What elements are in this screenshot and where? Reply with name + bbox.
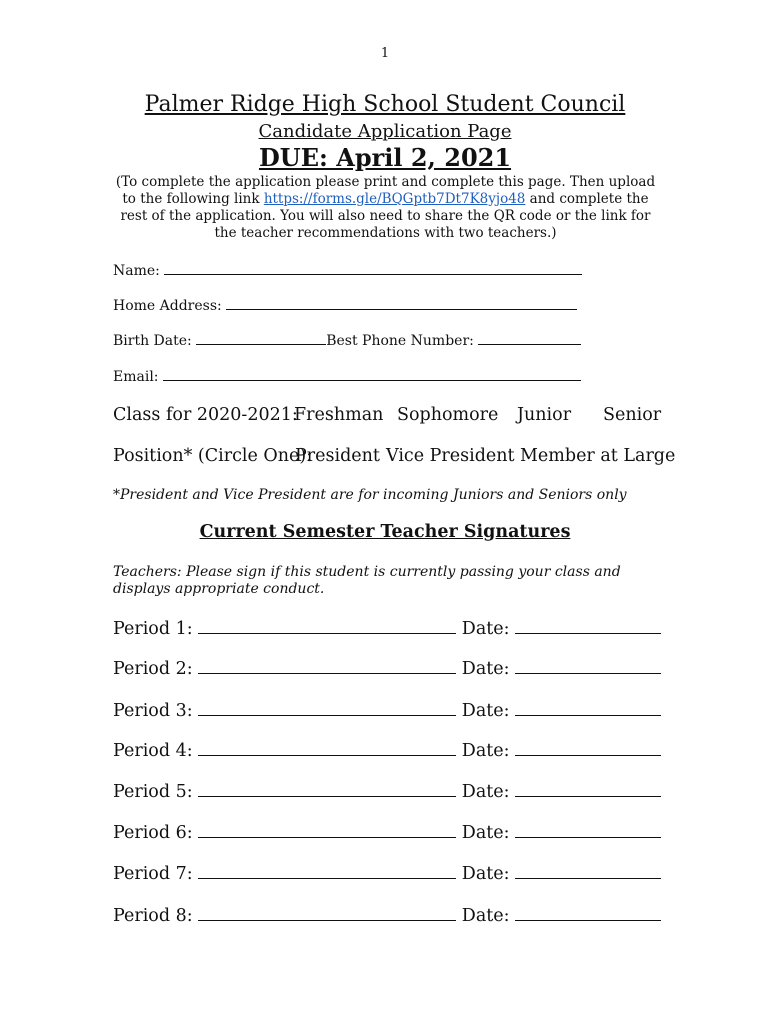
signature-blank[interactable] xyxy=(198,657,456,674)
period-label: Period 5: xyxy=(113,782,193,802)
date-blank[interactable] xyxy=(515,699,661,716)
date-label: Date: xyxy=(461,782,510,802)
birth-date-blank[interactable] xyxy=(196,331,326,345)
date-blank[interactable] xyxy=(515,657,661,674)
period-row xyxy=(113,821,661,843)
email-field xyxy=(113,367,581,385)
signature-blank[interactable] xyxy=(198,739,456,756)
date-blank[interactable] xyxy=(515,821,661,838)
period-label: Period 6: xyxy=(113,823,193,843)
date-blank[interactable] xyxy=(515,862,661,879)
instructions-text-end: and complete the rest of the application. You will also need to share the QR code or the link for the teacher recommendations with two teachers.) xyxy=(120,191,651,241)
period-row xyxy=(113,780,661,802)
period-label: Period 3: xyxy=(113,701,193,721)
date-label: Date: xyxy=(461,659,510,679)
home-address-blank[interactable] xyxy=(226,296,577,310)
name-label: Name: xyxy=(113,263,160,279)
teacher-instructions: Teachers: Please sign if this student is currently passing your class and displays appropriate conduct. xyxy=(113,564,621,597)
period-label: Period 4: xyxy=(113,741,193,761)
date-label: Date: xyxy=(461,701,510,721)
birth-date-label: Birth Date: xyxy=(113,333,192,349)
period-row xyxy=(113,739,661,761)
date-blank[interactable] xyxy=(515,904,661,921)
email-label: Email: xyxy=(113,369,159,385)
position-option-president[interactable]: President xyxy=(295,446,380,466)
signature-blank[interactable] xyxy=(198,699,456,716)
instructions-paragraph xyxy=(108,174,663,242)
phone-label: Best Phone Number: xyxy=(326,333,474,349)
period-row xyxy=(113,904,661,926)
class-label: Class for 2020-2021: xyxy=(113,405,298,425)
upload-form-link[interactable]: https://forms.gle/BQGptb7Dt7K8yjo48 xyxy=(263,191,526,207)
signature-blank[interactable] xyxy=(198,617,456,634)
period-row xyxy=(113,657,661,679)
page-number: 1 xyxy=(380,46,390,61)
document-title: Palmer Ridge High School Student Council xyxy=(144,92,626,117)
home-address-label: Home Address: xyxy=(113,298,222,314)
date-label: Date: xyxy=(461,823,510,843)
signature-blank[interactable] xyxy=(198,904,456,921)
period-label: Period 7: xyxy=(113,864,193,884)
home-address-field xyxy=(113,296,577,314)
signature-blank[interactable] xyxy=(198,780,456,797)
period-row xyxy=(113,699,661,721)
instructions-text-start: (To complete the application please print and complete this page. Then upload to the following link xyxy=(115,174,656,207)
name-blank[interactable] xyxy=(164,261,582,275)
class-option-freshman[interactable]: Freshman xyxy=(294,405,384,425)
period-label: Period 8: xyxy=(113,906,193,926)
position-option-vice-president[interactable]: Vice President xyxy=(386,446,515,466)
date-label: Date: xyxy=(461,864,510,884)
signatures-heading: Current Semester Teacher Signatures xyxy=(199,522,571,542)
date-blank[interactable] xyxy=(515,739,661,756)
period-label: Period 1: xyxy=(113,619,193,639)
class-option-senior[interactable]: Senior xyxy=(603,405,662,425)
phone-blank[interactable] xyxy=(478,331,581,345)
date-label: Date: xyxy=(461,619,510,639)
signature-blank[interactable] xyxy=(198,821,456,838)
position-footnote: *President and Vice President are for incoming Juniors and Seniors only xyxy=(113,487,627,503)
period-label: Period 2: xyxy=(113,659,193,679)
position-option-member-at-large[interactable]: Member at Large xyxy=(520,446,676,466)
email-blank[interactable] xyxy=(163,367,581,381)
period-row xyxy=(113,862,661,884)
date-label: Date: xyxy=(461,741,510,761)
name-field xyxy=(113,261,582,279)
due-date: DUE: April 2, 2021 xyxy=(258,143,512,172)
date-label: Date: xyxy=(461,906,510,926)
period-row xyxy=(113,617,661,639)
date-blank[interactable] xyxy=(515,617,661,634)
document-subtitle: Candidate Application Page xyxy=(258,121,512,142)
date-blank[interactable] xyxy=(515,780,661,797)
position-label: Position* (Circle One): xyxy=(113,446,313,466)
class-option-sophomore[interactable]: Sophomore xyxy=(397,405,499,425)
class-option-junior[interactable]: Junior xyxy=(517,405,572,425)
signature-blank[interactable] xyxy=(198,862,456,879)
birth-phone-field xyxy=(113,331,581,349)
